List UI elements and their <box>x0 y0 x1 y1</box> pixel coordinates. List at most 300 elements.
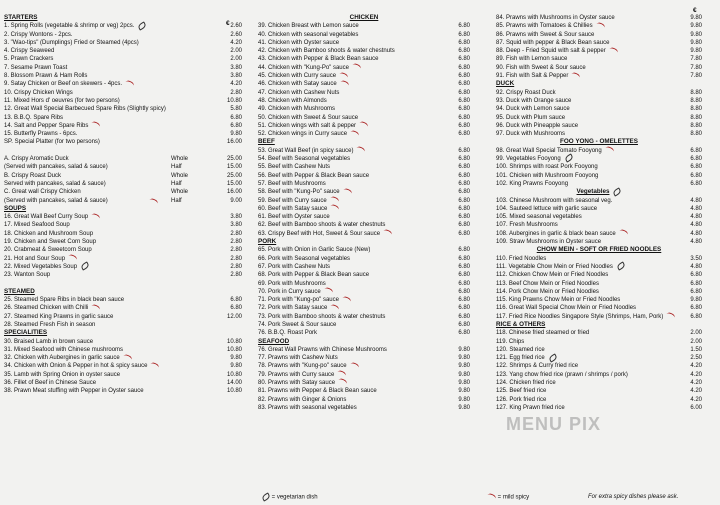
menu-item <box>4 97 242 105</box>
menu-item <box>496 97 702 105</box>
section-heading <box>4 14 242 22</box>
menu-item <box>258 55 470 63</box>
menu-item <box>258 47 470 55</box>
item-price: 4.20 <box>690 380 702 387</box>
item-name: 35. Lamb with Spring Onion in oyster sauce <box>4 371 121 378</box>
item-price: 2.80 <box>230 263 242 270</box>
menu-item <box>4 313 242 321</box>
item-name: 125. Beef fried rice <box>496 388 547 395</box>
item-price: 4.80 <box>690 230 702 237</box>
item-name: 127. King Prawn fried rice <box>496 404 565 411</box>
menu-item <box>258 346 470 354</box>
menu-item <box>4 197 242 205</box>
chili-icon <box>323 287 334 296</box>
item-price: 6.80 <box>458 297 470 304</box>
section-title: STARTERS <box>4 14 38 21</box>
menu-item <box>258 304 470 312</box>
menu-item <box>258 354 470 362</box>
item-price: 2.80 <box>230 255 242 262</box>
section-title: SOUPS <box>4 204 27 212</box>
menu-item <box>4 39 242 47</box>
item-name: 45. Chicken with Curry sauce <box>258 73 337 80</box>
section-title: FOO YONG - OMELETTES <box>560 138 638 146</box>
menu-item <box>496 130 702 138</box>
menu-item <box>496 396 702 404</box>
item-name: 56. Beef with Pepper & Black Bean sauce <box>258 172 370 179</box>
item-name: 53. Great Wall Beef (in spicy sauce) <box>258 147 354 154</box>
item-price: 9.80 <box>458 371 470 378</box>
item-name: 88. Deep - Fried Squid with salt & pepper <box>496 48 606 55</box>
legend-veg: = vegetarian dish <box>258 494 318 501</box>
item-name: 82. Prawns with Ginger & Onions <box>258 396 347 403</box>
menu-item <box>496 213 702 221</box>
menu-item <box>496 114 702 122</box>
item-price: 6.80 <box>690 147 702 154</box>
item-name: 115. King Prawns Chow Mein or Fried Noodles <box>496 297 621 304</box>
menu-item <box>258 321 470 329</box>
item-price: 6.80 <box>458 147 470 154</box>
item-name: 12. Great Wall Special Barbecued Spare Ribs (Slightly spicy) <box>4 106 166 113</box>
menu-item <box>4 346 242 354</box>
item-name: 126. Pork fried rice <box>496 396 547 403</box>
menu-item <box>4 371 242 379</box>
menu-item <box>4 188 242 196</box>
item-price: 3.80 <box>230 64 242 71</box>
section-title: CHOW MEIN - SOFT OR FRIED NOODLES <box>536 246 662 254</box>
item-name: 62. Beef with Bamboo shoots & water chestnuts <box>258 222 386 229</box>
section-heading <box>496 80 702 88</box>
chili-icon <box>67 253 78 262</box>
menu-item <box>258 122 470 130</box>
menu-item <box>258 147 470 155</box>
item-name: 52. Chicken wings in Curry sauce <box>258 131 348 138</box>
chili-icon <box>356 146 367 155</box>
menu-item <box>258 329 470 337</box>
item-name: 32. Chicken with Aubergines in garlic sauce <box>4 355 120 362</box>
item-price: 9.80 <box>458 346 470 353</box>
section-title: PORK <box>258 238 277 246</box>
menu-column-1 <box>4 14 242 396</box>
item-name: 21. Hot and Sour Soup <box>4 255 66 262</box>
menu-item <box>258 362 470 370</box>
menu-item <box>496 47 702 55</box>
item-price: 6.80 <box>458 214 470 221</box>
menu-item <box>496 379 702 387</box>
item-name: 63. Crispy Beef with Hot, Sweet & Sour sauce <box>258 230 381 237</box>
menu-item <box>4 55 242 63</box>
item-name: 89. Fish with Lemon sauce <box>496 56 568 63</box>
menu-item <box>258 404 470 412</box>
menu-item <box>258 155 470 163</box>
item-price: 2.60 <box>230 31 242 38</box>
section-title: SEAFOOD <box>258 337 290 345</box>
item-name: 111. Vegetable Chow Mein or Fried Noodles <box>496 263 613 270</box>
menu-item <box>496 354 702 362</box>
menu-item <box>258 31 470 39</box>
item-name: 69. Pork with Mushrooms <box>258 280 326 287</box>
menu-item <box>4 296 242 304</box>
section-heading <box>4 329 242 337</box>
menu-item <box>496 280 702 288</box>
item-name: 76. Great Wall Prawns with Chinese Mushrooms <box>258 346 387 353</box>
item-name: 74. Pork Sweet & Sour sauce <box>258 321 337 328</box>
leaf-icon <box>548 353 558 362</box>
item-price: 15.00 <box>226 164 242 171</box>
menu-item <box>258 22 470 30</box>
menu-item <box>258 163 470 171</box>
item-name: 41. Chicken with Oyster sauce <box>258 39 340 46</box>
menu-item <box>258 271 470 279</box>
chili-icon <box>150 361 161 370</box>
menu-item <box>258 80 470 88</box>
chili-icon <box>351 63 362 72</box>
item-price: 6.80 <box>458 23 470 30</box>
item-price: 2.00 <box>690 330 702 337</box>
item-price: 2.80 <box>230 272 242 279</box>
item-price: 6.80 <box>458 122 470 129</box>
menu-item <box>496 122 702 130</box>
menu-item <box>496 230 702 238</box>
menu-item <box>4 105 242 113</box>
chili-icon <box>665 311 676 320</box>
chili-icon <box>358 121 369 130</box>
menu-item <box>258 188 470 196</box>
menu-item <box>4 47 242 55</box>
item-name: 39. Chicken Breast with Lemon sauce <box>258 23 359 30</box>
item-name: 91. Fish with Salt & Pepper <box>496 73 569 80</box>
item-name: 5. Prawn Crackers <box>4 56 54 63</box>
menu-item <box>258 313 470 321</box>
menu-item <box>496 371 702 379</box>
item-name: 19. Chicken and Sweet Corn Soup <box>4 239 97 246</box>
menu-item <box>496 271 702 279</box>
menu-item <box>258 97 470 105</box>
chili-icon <box>330 303 341 312</box>
menu-item <box>4 271 242 279</box>
menu-item <box>496 105 702 113</box>
menu-item <box>258 288 470 296</box>
menu-item <box>4 338 242 346</box>
item-price: 6.80 <box>458 330 470 337</box>
item-name: 77. Prawns with Cashew Nuts <box>258 355 338 362</box>
item-name: 16. Great Wall Beef Curry Soup <box>4 214 89 221</box>
item-price: 2.80 <box>230 247 242 254</box>
item-price: 6.80 <box>458 89 470 96</box>
euro-sign: € <box>226 20 230 27</box>
item-price: 6.80 <box>690 272 702 279</box>
item-price: 6.80 <box>458 56 470 63</box>
item-name: 118. Chinese fried steamed or fried <box>496 330 590 337</box>
chili-icon <box>571 71 582 80</box>
item-name: 59. Beef with Curry sauce <box>258 197 327 204</box>
chili-icon <box>338 71 349 80</box>
item-name: 14. Salt and Pepper Spare Ribs <box>4 122 89 129</box>
item-price: 6.80 <box>458 172 470 179</box>
menu-item <box>4 304 242 312</box>
item-name: 57. Beef with Mushrooms <box>258 180 326 187</box>
item-price: 9.00 <box>230 197 242 204</box>
item-name: 2. Crispy Wontons - 2pcs. <box>4 31 73 38</box>
menu-item <box>496 55 702 63</box>
item-price: 8.80 <box>690 122 702 129</box>
item-price: 6.80 <box>458 313 470 320</box>
menu-item <box>258 72 470 80</box>
menu-item <box>258 379 470 387</box>
item-price: 9.80 <box>458 355 470 362</box>
section-heading <box>258 238 470 246</box>
item-price: 7.80 <box>690 56 702 63</box>
leaf-icon <box>137 21 147 30</box>
menu-item <box>496 362 702 370</box>
item-name: 109. Straw Mushrooms in Oyster sauce <box>496 239 602 246</box>
item-price: 6.80 <box>690 288 702 295</box>
menu-item <box>258 263 470 271</box>
item-name: 26. Steamed Chicken with Chilli <box>4 305 89 312</box>
portion-label: Whole <box>171 189 189 196</box>
chili-icon <box>618 229 629 238</box>
item-price: 3.80 <box>230 73 242 80</box>
item-name: 67. Pork with Cashew Nuts <box>258 263 331 270</box>
item-name: 84. Prawns with Mushrooms in Oyster sauce <box>496 15 615 21</box>
item-name: 50. Chicken with Sweet & Sour sauce <box>258 114 359 121</box>
menu-item <box>496 72 702 80</box>
item-price: 4.80 <box>690 239 702 246</box>
item-name: 42. Chicken with Bamboo shoots & water chestnuts <box>258 48 395 55</box>
item-price: 6.80 <box>458 222 470 229</box>
item-name: 100. Shrimps with roast Pork Fooyong <box>496 164 598 171</box>
item-price: 9.80 <box>230 355 242 362</box>
item-name: 114. Pork Chow Mein or Fried Noodles <box>496 288 599 295</box>
item-price: 4.20 <box>690 396 702 403</box>
item-name: 51. Chicken wings with salt & pepper <box>258 122 357 129</box>
item-price: 4.80 <box>690 263 702 270</box>
item-name: 101. Chicken with Mushroom Fooyong <box>496 172 599 179</box>
item-name: 70. Pork in Curry sauce <box>258 288 321 295</box>
item-name: SP. Special Platter (for two persons) <box>4 139 100 146</box>
item-name: 10. Crispy Chicken Wings <box>4 89 73 96</box>
menu-item <box>4 80 242 88</box>
section-heading <box>4 205 242 213</box>
menu-item <box>496 304 702 312</box>
menu-item <box>496 22 702 30</box>
item-price: 6.80 <box>458 97 470 104</box>
item-name: 15. Butterfly Prawns - 6pcs. <box>4 131 78 138</box>
chili-icon <box>382 229 393 238</box>
section-title: RICE & OTHERS <box>496 320 546 328</box>
section-heading <box>4 288 242 296</box>
item-name: 23. Wanton Soup <box>4 272 51 279</box>
item-price: 6.80 <box>690 172 702 179</box>
item-price: 6.80 <box>458 255 470 262</box>
menu-item <box>4 22 242 30</box>
item-name: 66. Pork with Seasonal vegetables <box>258 255 351 262</box>
item-name: 60. Beef with Satay sauce <box>258 205 328 212</box>
item-price: 9.80 <box>458 380 470 387</box>
item-name: 25. Steamed Spare Ribs in black bean sauce <box>4 297 125 304</box>
chili-icon <box>337 370 348 379</box>
chili-icon <box>122 353 133 362</box>
chili-icon <box>330 204 341 213</box>
item-name: 58. Beef with "Kung-Po" sauce <box>258 189 340 196</box>
item-name: 80. Prawns with Satay sauce <box>258 380 336 387</box>
item-price: 6.80 <box>458 247 470 254</box>
item-price: 4.80 <box>690 214 702 221</box>
spacer <box>4 147 242 155</box>
item-name: 97. Duck with Mushrooms <box>496 131 566 138</box>
item-name: 85. Prawns with Tomatoes & Chillies <box>496 23 593 30</box>
item-price: 6.80 <box>458 321 470 328</box>
item-price: 9.80 <box>458 363 470 370</box>
portion-label: Whole <box>171 156 189 163</box>
item-name: 49. Chicken with Mushrooms <box>258 106 336 113</box>
item-name: 9. Satay Chicken or Beef on skewers - 4pcs. <box>4 81 123 88</box>
item-price: 6.80 <box>230 297 242 304</box>
item-price: 2.60 <box>230 23 242 30</box>
item-name: 73. Pork with Bamboo shoots & water chestnuts <box>258 313 386 320</box>
menu-item <box>496 338 702 346</box>
item-price: 3.80 <box>230 214 242 221</box>
menu-item <box>258 213 470 221</box>
menu-item <box>496 89 702 97</box>
menu-item <box>258 114 470 122</box>
item-price: 10.80 <box>226 388 242 395</box>
item-price: 6.80 <box>458 205 470 212</box>
item-name: 117. Fried Rice Noodles Singapore Style (Shrimps, Ham, Pork) <box>496 313 664 320</box>
item-price: 5.80 <box>230 106 242 113</box>
item-name: 38. Prawn Meat stuffing with Pepper in Oyster sauce <box>4 388 144 395</box>
menu-item <box>496 221 702 229</box>
menu-column-2 <box>258 14 470 412</box>
menu-item <box>496 404 702 412</box>
item-name: 121. Egg fried rice <box>496 355 545 362</box>
item-name: 17. Mixed Seafood Soup <box>4 222 70 229</box>
menu-item <box>258 130 470 138</box>
watermark: MENU PIX <box>506 414 602 434</box>
item-price: 10.80 <box>226 346 242 353</box>
item-price: 4.20 <box>690 363 702 370</box>
item-price: 6.80 <box>458 156 470 163</box>
item-price: 9.80 <box>690 297 702 304</box>
section-heading <box>496 321 702 329</box>
menu-item <box>4 387 242 395</box>
item-name: 104. Sauteed lettuce with garlic sauce <box>496 205 598 212</box>
item-price: 2.50 <box>690 355 702 362</box>
menu-item <box>4 89 242 97</box>
item-price: 6.80 <box>458 305 470 312</box>
chili-icon <box>349 129 360 138</box>
menu-item <box>4 122 242 130</box>
item-name: 46. Chicken with Satay sauce <box>258 81 337 88</box>
item-name: 78. Prawns with "Kung-po" sauce <box>258 363 347 370</box>
leaf-icon <box>80 262 90 271</box>
chili-icon <box>91 121 102 130</box>
item-price: 8.80 <box>690 106 702 113</box>
menu-item <box>496 155 702 163</box>
item-name: 28. Steamed Fresh Fish in season <box>4 321 96 328</box>
item-name: 87. Squid with pepper & Black Bean sauce <box>496 39 610 46</box>
section-heading <box>258 138 470 146</box>
item-name: 119. Chips <box>496 338 525 345</box>
item-name: 43. Chicken with Pepper & Black Bean sauce <box>258 56 379 63</box>
menu-item <box>496 346 702 354</box>
item-name: 11. Mixed Hors d' oeuvres (for two persons) <box>4 97 120 104</box>
menu-item <box>4 64 242 72</box>
menu-item <box>4 230 242 238</box>
item-price: 6.80 <box>458 164 470 171</box>
item-name: 83. Prawns with seasonal vegetables <box>258 404 357 411</box>
item-name: 27. Steamed King Prawns in garlic sauce <box>4 313 114 320</box>
menu-item <box>258 246 470 254</box>
item-price: 6.80 <box>458 180 470 187</box>
item-price: 3.50 <box>690 255 702 262</box>
item-price: 6.00 <box>690 404 702 411</box>
item-name: 34. Chicken with Onion & Pepper in hot & spicy sauce <box>4 363 148 370</box>
item-price: 8.80 <box>690 97 702 104</box>
item-price: 4.20 <box>230 81 242 88</box>
item-name: 96. Duck with Pineapple sauce <box>496 122 579 129</box>
item-price: 2.00 <box>230 56 242 63</box>
menu-item <box>258 396 470 404</box>
item-name: 113. Beef Chow Mein or Fried Noodles <box>496 280 599 287</box>
menu-item <box>4 238 242 246</box>
item-name: (Served with pancakes, salad & sauce) <box>4 197 108 204</box>
item-name: C. Great wall Crispy Chicken <box>4 189 81 196</box>
item-name: 108. Aubergines in garlic & black bean sauce <box>496 230 616 237</box>
item-name: 112. Chicken Chow Mein or Fried Noodles <box>496 272 609 279</box>
chili-icon <box>341 295 352 304</box>
menu-item <box>4 114 242 122</box>
item-price: 6.80 <box>230 122 242 129</box>
item-name: Served with pancakes, salad & sauce) <box>4 180 106 187</box>
item-name: 55. Beef with Cashew Nuts <box>258 164 331 171</box>
item-price: 9.80 <box>690 48 702 55</box>
item-price: 6.80 <box>458 106 470 113</box>
item-price: 4.80 <box>690 197 702 204</box>
item-name: 40. Chicken with seasonal vegetables <box>258 31 359 38</box>
item-price: 2.00 <box>690 338 702 345</box>
section-heading <box>258 14 470 22</box>
item-price: 6.80 <box>458 131 470 138</box>
item-price: 2.80 <box>230 230 242 237</box>
item-name: 22. Mixed Vegetables Soup <box>4 263 78 270</box>
menu-item <box>496 313 702 321</box>
menu-item <box>496 172 702 180</box>
menu-item <box>258 296 470 304</box>
item-name: 72. Pork with Satay sauce <box>258 305 328 312</box>
item-price: 1.50 <box>690 346 702 353</box>
item-price: 8.80 <box>690 114 702 121</box>
section-title: BEEF <box>258 138 275 146</box>
section-title: CHICKEN <box>349 14 379 21</box>
item-price: 6.80 <box>458 81 470 88</box>
item-price: 10.80 <box>226 338 242 345</box>
menu-item <box>496 14 702 22</box>
chili-icon <box>339 79 350 88</box>
item-price: 6.80 <box>690 305 702 312</box>
item-name: 103. Chinese Mushroom with seasonal veg. <box>496 197 613 204</box>
menu-item <box>258 180 470 188</box>
chili-icon <box>124 79 135 88</box>
item-price: 2.00 <box>230 48 242 55</box>
menu-item <box>496 147 702 155</box>
chili-icon <box>337 378 348 387</box>
item-price: 2.80 <box>230 89 242 96</box>
menu-item <box>4 72 242 80</box>
item-name: 30. Braised Lamb in brown sauce <box>4 338 94 345</box>
item-price: 6.80 <box>690 313 702 320</box>
menu-item <box>496 31 702 39</box>
item-price: 6.80 <box>458 189 470 196</box>
